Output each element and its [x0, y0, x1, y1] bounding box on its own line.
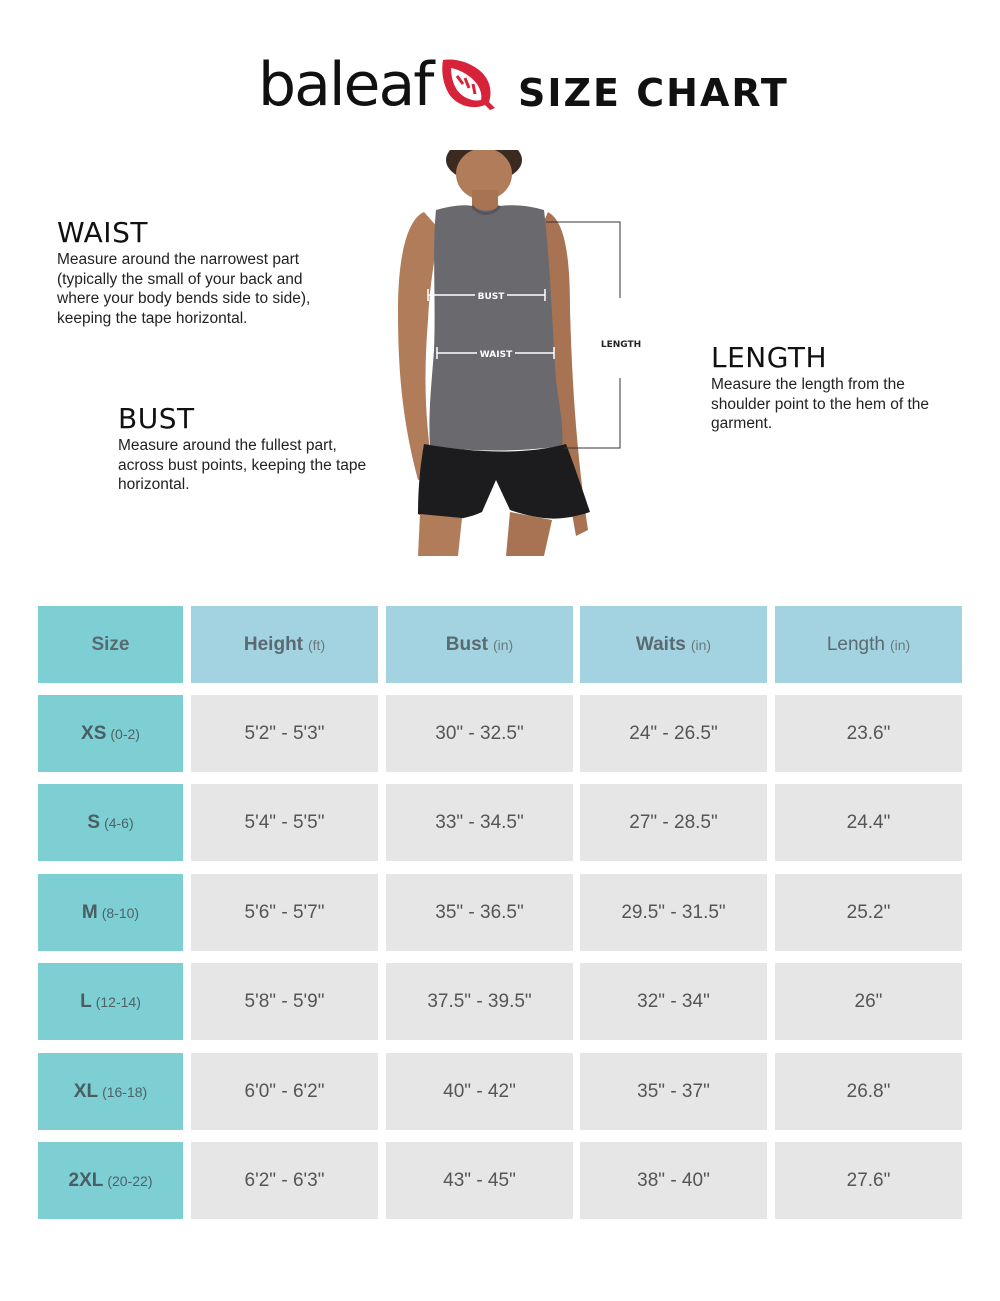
leaf-logo-icon: [435, 54, 497, 112]
header-label: Height: [243, 633, 303, 655]
table-row: [38, 695, 962, 772]
waist-cell: 38" - 40": [580, 1142, 767, 1219]
bust-cell: 35" - 36.5": [386, 874, 573, 951]
header-unit: (ft): [308, 636, 326, 653]
length-cell: 23.6": [775, 695, 962, 772]
size-cell: [38, 784, 183, 861]
header-height: [191, 606, 378, 683]
header-label: Waits: [635, 633, 686, 655]
height-cell: 5'2" - 5'3": [191, 695, 378, 772]
bust-cell: 43" - 45": [386, 1142, 573, 1219]
length-cell: 26": [775, 963, 962, 1040]
table-header-row: [38, 606, 962, 683]
header-unit: (in): [493, 636, 514, 653]
header-waist: [580, 606, 767, 683]
size-cell: [38, 874, 183, 951]
length-text: Measure the length from the shoulder point to the hem of the garment.: [711, 376, 930, 432]
table-row: [38, 1142, 962, 1219]
height-cell: 5'8" - 5'9": [191, 963, 378, 1040]
page-header: [0, 48, 1000, 128]
header-label: Bust: [445, 633, 488, 655]
waist-cell: 35" - 37": [580, 1053, 767, 1130]
bust-text: Measure around the fullest part, across bust points, keeping the tape horizontal.: [118, 437, 367, 493]
length-label: LENGTH: [600, 340, 642, 350]
table-row: [38, 784, 962, 861]
brand-logo-text: baleaf: [258, 50, 433, 120]
length-cell: 25.2": [775, 874, 962, 951]
size-name: XS: [81, 722, 107, 744]
size-name: XL: [73, 1080, 99, 1102]
header-label: Size: [91, 633, 130, 655]
length-cell: 26.8": [775, 1053, 962, 1130]
length-cell: 24.4": [775, 784, 962, 861]
size-range: (12-14): [95, 993, 141, 1010]
table-row: [38, 1053, 962, 1130]
waist-title: WAIST: [57, 216, 148, 249]
bust-title: BUST: [118, 402, 195, 435]
size-cell: [38, 963, 183, 1040]
header-unit: (in): [690, 636, 712, 653]
header-size: [38, 606, 183, 683]
height-cell: 6'2" - 6'3": [191, 1142, 378, 1219]
bust-cell: 37.5" - 39.5": [386, 963, 573, 1040]
bust-label: BUST: [477, 292, 505, 302]
waist-cell: 29.5" - 31.5": [580, 874, 767, 951]
waist-cell: 27" - 28.5": [580, 784, 767, 861]
size-range: (20-22): [107, 1172, 153, 1189]
size-cell: [38, 1053, 183, 1130]
table-row: [38, 874, 962, 951]
waist-label: WAIST: [479, 350, 513, 360]
height-cell: 5'6" - 5'7": [191, 874, 378, 951]
header-unit: (in): [889, 636, 911, 653]
header-bust: [386, 606, 573, 683]
length-title: LENGTH: [711, 341, 828, 374]
height-cell: 5'4" - 5'5": [191, 784, 378, 861]
size-cell: [38, 1142, 183, 1219]
size-range: (16-18): [102, 1083, 148, 1100]
size-name: 2XL: [68, 1169, 104, 1191]
waist-cell: 24" - 26.5": [580, 695, 767, 772]
height-cell: 6'0" - 6'2": [191, 1053, 378, 1130]
size-range: (0-2): [110, 725, 140, 742]
bust-note: [118, 404, 368, 495]
header-length: [775, 606, 962, 683]
bust-cell: 33" - 34.5": [386, 784, 573, 861]
size-name: M: [81, 901, 98, 923]
waist-text: Measure around the narrowest part (typically the small of your back and where your body bends side to side), keeping the tape horizontal.: [57, 251, 311, 327]
length-note: [711, 343, 961, 434]
size-range: (8-10): [101, 904, 140, 921]
header-label: Length: [826, 633, 885, 655]
table-row: [38, 963, 962, 1040]
waist-cell: 32" - 34": [580, 963, 767, 1040]
size-range: (4-6): [104, 814, 134, 831]
size-name: L: [80, 990, 92, 1012]
bust-cell: 30" - 32.5": [386, 695, 573, 772]
size-cell: [38, 695, 183, 772]
waist-note: [57, 218, 347, 328]
length-cell: 27.6": [775, 1142, 962, 1219]
size-name: S: [87, 811, 101, 833]
bust-cell: 40" - 42": [386, 1053, 573, 1130]
page-title: SIZE CHART: [518, 71, 789, 115]
model-figure-image: [380, 150, 660, 560]
